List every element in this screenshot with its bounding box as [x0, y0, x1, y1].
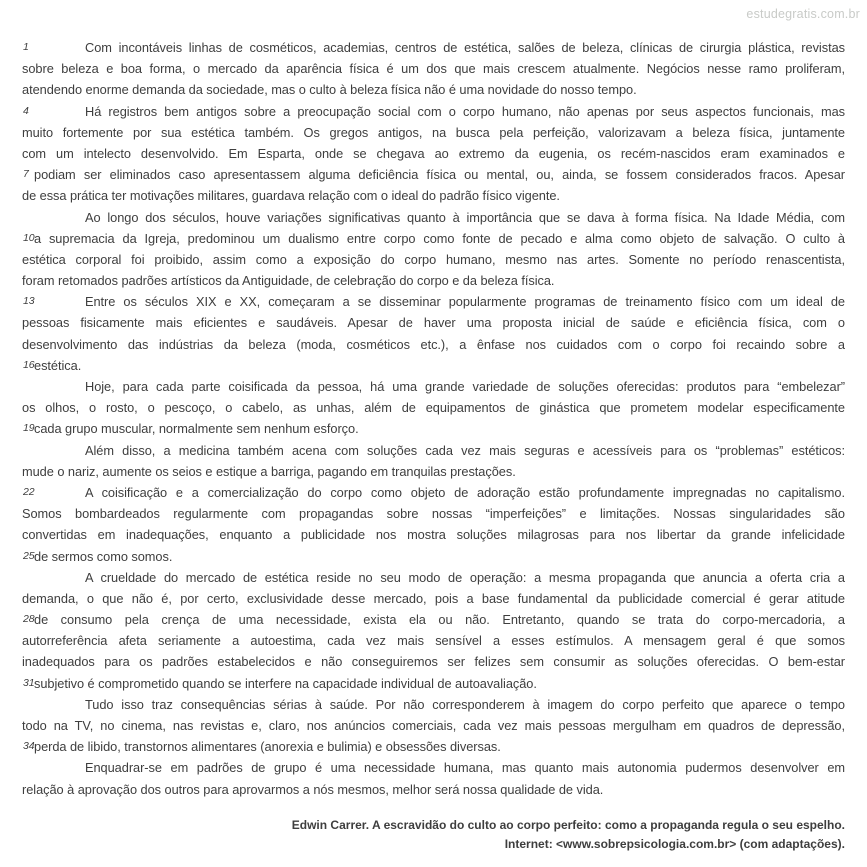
line-text: Tudo isso traz consequências sérias à saúde. Por não corresponderem à imagem do corpo perfeito que aparece o tempo	[85, 696, 845, 712]
citation-url-line: Internet: <www.sobrepsicologia.com.br> (com adaptações).	[504, 837, 845, 851]
text-line	[22, 418, 845, 439]
line-number: 28	[23, 613, 35, 626]
line-text: Com incontáveis linhas de cosméticos, academias, centros de estética, salões de beleza, clínicas de cirurgia plástica, revistas	[85, 40, 845, 55]
line-number: 34	[23, 740, 35, 753]
line-text: A crueldade do mercado de estética reside no seu modo de operação: a mesma propaganda que anuncia a oferta cria a	[85, 569, 845, 585]
line-text: de essa prática ter motivações militares, guardava relação com o ideal do padrão físico vigente.	[22, 188, 560, 204]
line-text: todo na TV, no cinema, nas revistas e, claro, nos anúncios comerciais, cada vez mais pessoas mergulham em quadros de depressão,	[22, 718, 845, 733]
text-line	[22, 651, 845, 672]
line-number: 1	[23, 41, 29, 53]
text-line	[22, 567, 845, 588]
line-text: estética.	[34, 357, 82, 373]
line-text: estética corporal foi proibido, assim como a exposição do corpo humano, mesmo nas artes. Somente no período renascentista,	[22, 251, 845, 267]
text-line	[22, 101, 845, 122]
text-line	[22, 630, 845, 651]
line-number: 31	[23, 676, 35, 689]
citation-source-line: Edwin Carrer. A escravidão do culto ao corpo perfeito: como a propaganda regula o seu espelho.	[291, 818, 845, 832]
text-line	[22, 291, 845, 312]
line-number: 4	[23, 104, 29, 117]
line-text: inadequados para os padrões estabelecidos e não conseguiremos ser felizes sem consumir as soluções oferecidas. O bem-estar	[22, 654, 845, 670]
text-line	[22, 546, 845, 567]
text-line	[22, 715, 845, 736]
text-line	[22, 334, 845, 355]
text-line	[22, 185, 845, 206]
line-text: Entre os séculos XIX e XX, começaram a se disseminar popularmente programas de treinamento físico com um ideal de	[85, 294, 845, 310]
line-text: atendendo enorme demanda da sociedade, mas o culto à beleza física não é uma novidade do nosso tempo.	[22, 82, 637, 98]
line-number: 10	[23, 231, 35, 244]
text-line	[22, 694, 845, 715]
line-text: cada grupo muscular, normalmente sem nenhum esforço.	[34, 421, 359, 437]
line-text: pessoas fisicamente mais eficientes e saudáveis. Apesar de haver uma proposta inicial de saúde e eficiência física, com o	[22, 315, 845, 331]
line-number: 16	[23, 358, 35, 371]
text-line	[22, 461, 845, 482]
text-line	[22, 503, 845, 524]
line-text: autorreferência afeta seriamente a autoestima, cada vez mais sensível a esses estímulos. A mensagem geral é que somos	[22, 633, 845, 649]
text-line	[22, 249, 845, 270]
line-text: sobre beleza e boa forma, o mercado da aparência física é um dos que mais crescem atualmente. Negócios nesse ramo proliferam,	[22, 61, 845, 77]
line-text: muito fortemente por sua estética também. Os gregos antigos, na busca pela perfeição, valorizavam a beleza física, juntamente	[22, 124, 845, 140]
line-text: Somos bombardeados regularmente com propagandas sobre nossas “imperfeições” e limitações. Nossas singularidades são	[22, 506, 845, 522]
citation	[292, 816, 845, 854]
text-line	[22, 588, 845, 609]
line-text: foram retomados padrões artísticos da Antiguidade, de celebração do corpo e da beleza física.	[22, 273, 555, 289]
text-line	[22, 673, 845, 694]
watermark: estudegratis.com.br	[746, 7, 860, 21]
text-body	[22, 37, 845, 800]
line-text: Além disso, a medicina também acena com soluções cada vez mais seguras e acessíveis para os “problemas” estéticos:	[85, 442, 845, 458]
line-text: podiam ser eliminados caso apresentassem alguma deficiência física ou mental, ou, ainda, se fossem considerados fracos. Apesar	[34, 167, 845, 183]
text-line	[22, 757, 845, 778]
line-text: desenvolvimento das indústrias da beleza (moda, cosméticos etc.), a ênfase nos cuidados com o corpo foi recaindo sobre a	[22, 336, 845, 352]
line-text: de sermos como somos.	[34, 548, 173, 564]
line-text: Ao longo dos séculos, houve variações significativas quanto à importância que se dava à forma física. Na Idade Média, com	[85, 209, 845, 225]
text-line	[22, 58, 845, 79]
text-line	[22, 143, 845, 164]
line-text: de consumo pela crença de uma necessidade, exista ela ou não. Entretanto, quando se trata do corpo-mercadoria, a	[34, 612, 845, 628]
line-text: relação à aprovação dos outros para aprovarmos a nós mesmos, melhor será nossa qualidade de vida.	[22, 781, 604, 797]
text-line	[22, 37, 845, 58]
text-line	[22, 609, 845, 630]
text-line	[22, 270, 845, 291]
line-text: perda de libido, transtornos alimentares (anorexia e bulimia) e obsessões diversas.	[34, 739, 501, 755]
text-line	[22, 79, 845, 100]
line-text: Hoje, para cada parte coisificada da pessoa, há uma grande variedade de soluções oferecidas: produtos para “embelezar”	[85, 379, 845, 394]
line-text: demanda, o que não é, por certo, exclusividade desse mercado, pois a base fundamental da publicidade comercial é gerar atitude	[22, 590, 845, 606]
line-number: 13	[23, 295, 35, 308]
text-line	[22, 779, 845, 800]
text-line	[22, 228, 845, 249]
text-line	[22, 355, 845, 376]
text-line	[22, 736, 845, 757]
text-line	[22, 376, 845, 397]
line-number: 7	[23, 168, 29, 181]
line-number: 22	[23, 485, 35, 498]
text-line	[22, 440, 845, 461]
line-text: subjetivo é comprometido quando se interfere na capacidade individual de autoavaliação.	[34, 675, 537, 691]
line-text: convertidas em inadequações, enquanto a publicidade nos mostra soluções milagrosas para nos libertar da grande infelicidade	[22, 527, 845, 543]
line-text: mude o nariz, aumente os seios e estique a barriga, pagando em tranquilas prestações.	[22, 463, 516, 479]
line-text: Há registros bem antigos sobre a preocupação social com o corpo humano, não apenas por seus aspectos funcionais, mas	[85, 103, 845, 119]
line-text: com um intelecto desenvolvido. Em Esparta, onde se chegava ao extremo da eugenia, os recém-nascidos eram examinados e	[22, 145, 845, 161]
text-line	[22, 397, 845, 418]
text-line	[22, 164, 845, 185]
text-line	[22, 312, 845, 333]
text-line	[22, 524, 845, 545]
line-text: os olhos, o rosto, o pescoço, o cabelo, as unhas, além de equipamentos de ginástica que prometem modelar especificamente	[22, 400, 845, 416]
text-line	[22, 207, 845, 228]
text-line	[22, 482, 845, 503]
text-line	[22, 122, 845, 143]
line-number: 25	[23, 549, 35, 562]
line-text: Enquadrar-se em padrões de grupo é uma necessidade humana, mas quanto mais autonomia pudermos desenvolver em	[85, 760, 845, 776]
line-number: 19	[23, 422, 35, 435]
line-text: A coisificação e a comercialização do corpo como objeto de adoração estão profundamente impregnadas no capitalismo.	[85, 484, 845, 500]
line-text: a supremacia da Igreja, predominou um dualismo entre corpo como fonte de pecado e alma como objeto de salvação. O culto à	[34, 230, 845, 246]
